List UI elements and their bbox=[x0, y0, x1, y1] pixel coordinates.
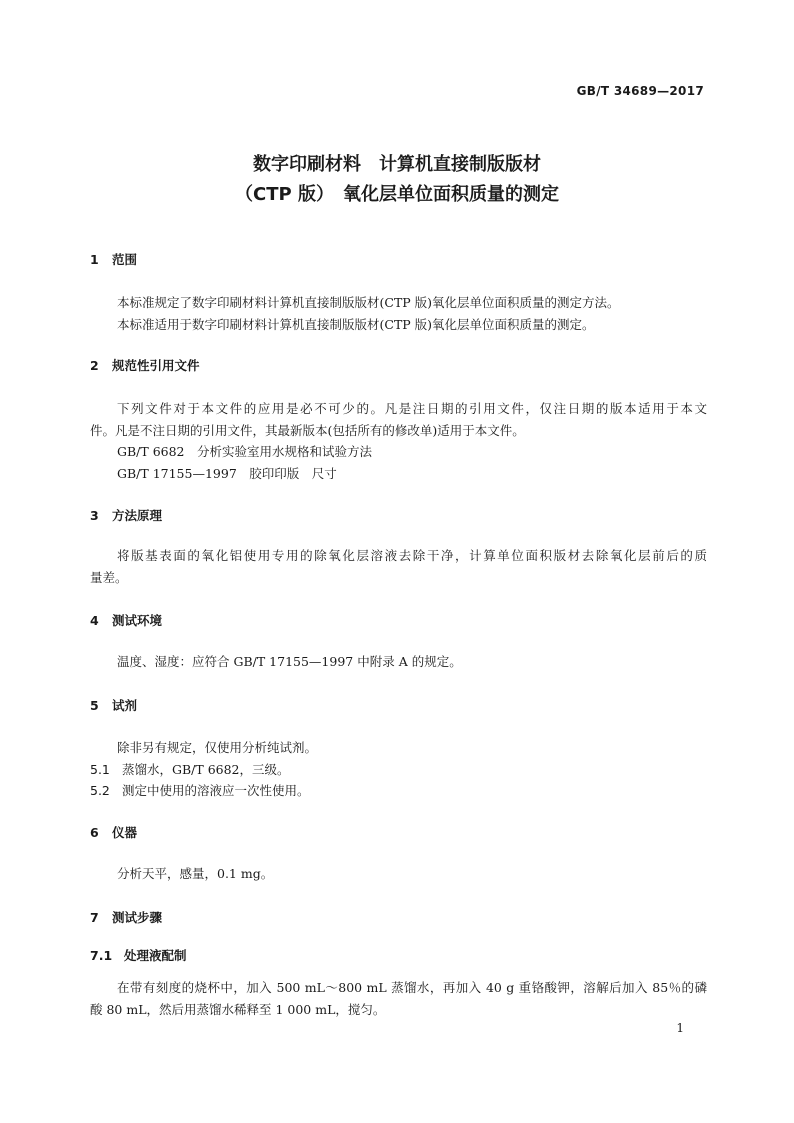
section-7-heading bbox=[90, 909, 162, 927]
subsection-7-1-heading bbox=[90, 947, 187, 965]
section-3-heading bbox=[90, 507, 162, 525]
section-title: 试剂 bbox=[112, 698, 138, 713]
normative-references-paragraph-line1: 下列文件对于本文件的应用是必不可少的。凡是注日期的引用文件，仅注日期的版本适用于本文 bbox=[117, 401, 707, 416]
treatment-solution-line1: 在带有刻度的烧杯中，加入 500 mL～800 mL 蒸馏水，再加入 40 g 重铬酸钾，溶解后加入 85％的磷 bbox=[117, 980, 707, 995]
section-title: 测试步骤 bbox=[112, 910, 163, 925]
reagents-paragraph: 除非另有规定，仅使用分析纯试剂。 bbox=[117, 740, 318, 755]
page-number: 1 bbox=[676, 1021, 684, 1035]
scope-paragraph-2: 本标准适用于数字印刷材料计算机直接制版版材(CTP 版)氧化层单位面积质量的测定。 bbox=[117, 317, 595, 332]
section-number: 4 bbox=[90, 613, 99, 628]
section-title: 测试环境 bbox=[112, 613, 163, 628]
section-title: 方法原理 bbox=[112, 508, 163, 523]
section-title: 范围 bbox=[112, 252, 138, 267]
section-5-heading bbox=[90, 697, 137, 715]
clause-text: 蒸馏水，GB/T 6682，三级。 bbox=[122, 762, 290, 777]
section-6-heading bbox=[90, 824, 137, 842]
method-principle-line1: 将版基表面的氧化铝使用专用的除氧化层溶液去除干净，计算单位面积版材去除氧化层前后的质 bbox=[117, 548, 707, 563]
reference-gbt-6682: GB/T 6682 分析实验室用水规格和试验方法 bbox=[117, 444, 373, 459]
section-2-heading bbox=[90, 357, 200, 375]
instrument-paragraph: 分析天平，感量，0.1 mg。 bbox=[117, 866, 274, 881]
section-title: 仪器 bbox=[112, 825, 138, 840]
reference-gbt-17155: GB/T 17155—1997 胶印印版 尺寸 bbox=[117, 466, 337, 481]
clause-number: 5.2 bbox=[90, 783, 110, 798]
scope-paragraph-1: 本标准规定了数字印刷材料计算机直接制版版材(CTP 版)氧化层单位面积质量的测定方法。 bbox=[117, 295, 620, 310]
treatment-solution-line2: 酸 80 mL，然后用蒸馏水稀释至 1 000 mL，搅匀。 bbox=[90, 1002, 386, 1017]
subsection-title: 处理液配制 bbox=[124, 948, 187, 963]
reagent-5-2 bbox=[90, 780, 707, 802]
section-number: 2 bbox=[90, 358, 99, 373]
section-number: 6 bbox=[90, 825, 99, 840]
clause-text: 测定中使用的溶液应一次性使用。 bbox=[122, 783, 310, 798]
normative-references-paragraph-line2: 件。凡是不注日期的引用文件，其最新版本(包括所有的修改单)适用于本文件。 bbox=[90, 423, 525, 438]
section-number: 3 bbox=[90, 508, 99, 523]
section-number: 1 bbox=[90, 252, 99, 267]
section-number: 5 bbox=[90, 698, 99, 713]
section-4-heading bbox=[90, 612, 162, 630]
test-environment-paragraph: 温度、湿度：应符合 GB/T 17155—1997 中附录 A 的规定。 bbox=[117, 654, 462, 669]
document-title-line2: （CTP 版） 氧化层单位面积质量的测定 bbox=[235, 184, 559, 205]
standard-code: GB/T 34689—2017 bbox=[576, 84, 704, 98]
subsection-number: 7.1 bbox=[90, 948, 113, 963]
clause-number: 5.1 bbox=[90, 762, 110, 777]
reagent-5-1 bbox=[90, 759, 707, 781]
section-1-heading bbox=[90, 251, 137, 269]
method-principle-line2: 量差。 bbox=[90, 570, 128, 585]
document-title-line1: 数字印刷材料 计算机直接制版版材 bbox=[253, 154, 541, 175]
section-title: 规范性引用文件 bbox=[112, 358, 200, 373]
section-number: 7 bbox=[90, 910, 99, 925]
